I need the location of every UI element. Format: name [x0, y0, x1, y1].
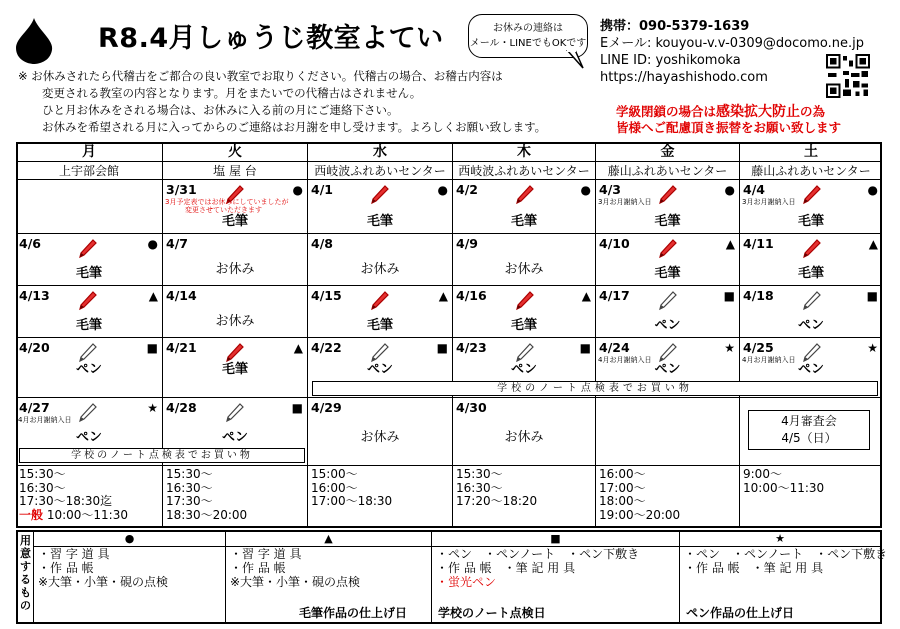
day-date: 4/27: [19, 400, 50, 415]
time-slot: 16:30〜: [166, 480, 213, 495]
calendar-day: [740, 180, 882, 234]
lesson-times: [453, 466, 596, 528]
bubble-tail: [565, 50, 585, 70]
day-activity: 毛筆: [366, 214, 393, 229]
day-activity: 毛筆: [366, 318, 393, 333]
day-activity: 毛筆: [221, 362, 248, 377]
line-id: LINE ID: yoshikomoka: [600, 53, 741, 68]
time-slot: 15:00〜: [311, 467, 358, 481]
calendar-day: [596, 180, 740, 234]
calendar-day: [308, 234, 453, 286]
time-slot: 16:00〜: [311, 480, 358, 495]
day-date: 4/28: [166, 400, 197, 415]
day-date: 4/13: [19, 288, 50, 303]
website-url: https://hayashishodo.com: [600, 70, 768, 85]
note-line-4: お休みを希望される月に入ってからのご連絡はお月謝を申し受けます。よろしくお願い致します。: [42, 120, 547, 134]
day-mark: ▲: [438, 289, 448, 303]
day-activity: 毛筆: [654, 214, 681, 229]
supply-item: ・ペン ・ペンノート ・ペン下敷き: [684, 547, 888, 561]
bubble-line-2: メール・LINEでもOKです: [469, 38, 587, 49]
calendar-day: [16, 286, 163, 338]
phone-number: 携帯：090-5379-1639: [600, 19, 750, 34]
supplies-mark: ■: [432, 532, 679, 547]
calendar-day: [453, 180, 596, 234]
day-activity: ペン: [797, 362, 824, 377]
day-mark: ▲: [868, 237, 878, 251]
page-title: R8.4月しゅうじ教室よてい: [98, 23, 444, 54]
day-activity: 毛筆: [797, 214, 824, 229]
day-date: 4/18: [743, 288, 774, 303]
pencil-icon: [800, 290, 822, 312]
day-mark: ■: [866, 289, 878, 303]
supplies-mark: ★: [680, 532, 880, 547]
contact-info: [600, 18, 864, 86]
review-meeting-date: 4/5（日）: [781, 431, 837, 445]
supplies-mark: ●: [34, 532, 225, 547]
day-date: 4/10: [599, 236, 630, 251]
day-activity: ペン: [797, 318, 824, 333]
day-activity: お休み: [504, 262, 544, 277]
day-date: 4/21: [166, 340, 197, 355]
lesson-times: [596, 466, 740, 528]
day-mark: ★: [867, 341, 878, 355]
day-date: 4/4: [743, 182, 765, 197]
notice-emphasis: 感染拡大防止: [716, 104, 801, 120]
lesson-times: [163, 466, 308, 528]
calendar-day: [163, 234, 308, 286]
day-mark: ●: [580, 183, 591, 197]
notice-part-3: の為: [800, 104, 826, 119]
day-date: 4/25: [743, 340, 774, 355]
supplies-column: [34, 532, 226, 622]
calendar-day: [453, 286, 596, 338]
venue-name: 藤山ふれあいセンター: [740, 162, 882, 180]
day-activity: 毛筆: [510, 318, 537, 333]
time-range: 10:00〜11:30: [43, 507, 128, 522]
time-slot: 15:30〜: [456, 467, 503, 481]
supplies-footer: ペン作品の仕上げ日: [686, 606, 795, 620]
brush-icon: [368, 290, 390, 312]
brush-icon: [76, 238, 98, 260]
day-mark: ★: [147, 401, 158, 415]
time-slot: 17:30〜: [166, 494, 213, 508]
day-note: 4月お月謝納入日: [598, 356, 652, 364]
day-date: 4/3: [599, 182, 621, 197]
day-header: 火: [163, 142, 308, 162]
time-slot: 16:30〜: [19, 480, 66, 495]
supplies-mark: ▲: [226, 532, 431, 547]
calendar-day: [16, 338, 163, 398]
time-label-general: 一般: [19, 507, 44, 522]
day-date: 4/30: [456, 400, 487, 415]
calendar-day: [16, 234, 163, 286]
day-note: 4月お月謝納入日: [18, 416, 72, 424]
day-mark: ■: [579, 341, 591, 355]
day-header: 土: [740, 142, 882, 162]
supplies-column: [680, 532, 888, 622]
supplies-footer: 学校のノート点検日: [438, 606, 546, 620]
day-header: 木: [453, 142, 596, 162]
day-activity: ペン: [221, 430, 248, 445]
day-mark: ●: [724, 183, 735, 197]
day-date: 3/31: [166, 182, 197, 197]
day-activity: 毛筆: [75, 266, 102, 281]
brush-icon: [656, 184, 678, 206]
supply-item: ・習 字 道 具: [38, 547, 110, 561]
calendar-day: [308, 286, 453, 338]
side-char: る: [20, 573, 31, 586]
calendar-day: [163, 180, 308, 234]
day-activity: 毛筆: [221, 214, 248, 229]
time-slot: 17:30〜18:30迄: [19, 494, 113, 508]
notice-line-2: 皆様へご配慮頂き振替をお願い致します: [616, 120, 842, 135]
time-slot: 15:30〜: [19, 467, 66, 481]
day-mark: ▲: [293, 341, 303, 355]
day-mark: ■: [291, 401, 303, 415]
supply-item: ※大筆・小筆・硯の点検: [38, 575, 169, 589]
time-slot: 17:00〜18:30: [311, 494, 393, 508]
calendar-day: [163, 338, 308, 398]
day-date: 4/8: [311, 236, 333, 251]
time-slot: 9:00〜: [743, 467, 782, 481]
calendar-day: [453, 234, 596, 286]
day-date: 4/23: [456, 340, 487, 355]
day-date: 4/15: [311, 288, 342, 303]
day-date: 4/1: [311, 182, 333, 197]
ink-drop-icon: [14, 18, 54, 64]
pencil-icon: [223, 402, 245, 424]
day-mark: ●: [292, 183, 303, 197]
day-note: 変更させていただきます: [185, 206, 262, 214]
day-header: 水: [308, 142, 453, 162]
calendar-day: [596, 286, 740, 338]
notes: [18, 68, 546, 136]
side-char: も: [20, 586, 31, 599]
time-slot: 19:00〜20:00: [599, 507, 681, 522]
supply-item: ・蛍光ペン: [436, 575, 497, 589]
brush-icon: [513, 290, 535, 312]
brush-icon: [513, 184, 535, 206]
supply-item: ・ペン ・ペンノート ・ペン下敷き: [436, 547, 640, 561]
side-char: の: [20, 599, 31, 612]
brush-icon: [368, 184, 390, 206]
day-activity: ペン: [654, 318, 681, 333]
supply-item: ・作 品 帳: [230, 561, 286, 575]
venue-name: 西岐波ふれあいセンター: [308, 162, 453, 180]
day-activity: お休み: [215, 314, 255, 329]
venue-name: 藤山ふれあいセンター: [596, 162, 740, 180]
day-activity: 毛筆: [797, 266, 824, 281]
day-mark: ●: [147, 237, 158, 251]
venue-name: 上宇部会館: [16, 162, 163, 180]
supply-item: ※大筆・小筆・硯の点検: [230, 575, 361, 589]
venue-name: 西岐波ふれあいセンター: [453, 162, 596, 180]
time-slot: 17:00〜: [599, 480, 646, 495]
brush-icon: [656, 238, 678, 260]
day-mark: ▲: [148, 289, 158, 303]
supply-item: ・作 品 帳: [38, 561, 94, 575]
day-mark: ■: [146, 341, 158, 355]
side-char: 用: [20, 534, 31, 547]
time-slot: 16:30〜: [456, 480, 503, 495]
supply-item: ・習 字 道 具: [230, 547, 302, 561]
calendar-day: [16, 180, 163, 234]
note-line-3: ひと月お休みをされる場合は、お休みに入る前の月にご連絡下さい。: [42, 103, 399, 117]
calendar-day: [740, 286, 882, 338]
day-mark: ▲: [581, 289, 591, 303]
lesson-times: [740, 466, 882, 528]
time-slot: 18:00〜: [599, 494, 646, 508]
day-activity: お休み: [215, 262, 255, 277]
day-date: 4/7: [166, 236, 188, 251]
day-date: 4/6: [19, 236, 41, 251]
day-header: 月: [16, 142, 163, 162]
day-activity: 毛筆: [654, 266, 681, 281]
email-address: Eメール: kouyou-v.v-0309@docomo.ne.jp: [600, 36, 864, 51]
notice-part-1: 学級閉鎖の場合は: [616, 104, 717, 119]
supplies-table: [16, 530, 888, 624]
calendar-day: [740, 234, 882, 286]
bubble-line-1: お休みの連絡は: [493, 23, 563, 34]
day-activity: お休み: [360, 430, 400, 445]
day-header: 金: [596, 142, 740, 162]
pencil-icon: [76, 402, 98, 424]
day-date: 4/20: [19, 340, 50, 355]
venue-name: 塩 屋 台: [163, 162, 308, 180]
note-line-1: ※ お休みされたら代稽古をご都合の良い教室でお取りください。代稽古の場合、お稽古内容は: [18, 69, 503, 83]
note-line-2: 変更される教室の内容となります。月をまたいでの代稽古はされません。: [42, 86, 422, 100]
notebook-banner: 学校のノート点検表でお買い物: [312, 381, 878, 396]
lesson-times: [308, 466, 453, 528]
calendar-day: [308, 180, 453, 234]
time-slot: 16:00〜: [599, 467, 646, 481]
day-date: 4/14: [166, 288, 197, 303]
day-activity: 毛筆: [75, 318, 102, 333]
day-date: 4/11: [743, 236, 774, 251]
class-closure-notice: [616, 104, 841, 136]
review-meeting-title: 4月審査会: [781, 414, 837, 428]
day-mark: ●: [867, 183, 878, 197]
day-activity: お休み: [360, 262, 400, 277]
day-activity: 毛筆: [510, 214, 537, 229]
time-slot: 15:30〜: [166, 467, 213, 481]
day-date: 4/9: [456, 236, 478, 251]
calendar-day: [596, 234, 740, 286]
supplies-column: [226, 532, 432, 622]
day-mark: ▲: [725, 237, 735, 251]
day-date: 4/2: [456, 182, 478, 197]
day-note: 3月お月謝納入日: [742, 198, 796, 206]
calendar-day: [308, 398, 453, 466]
notebook-banner: 学校のノート点検表でお買い物: [19, 448, 305, 463]
day-note: 3月お月謝納入日: [598, 198, 652, 206]
calendar-day: [163, 286, 308, 338]
review-meeting-box: [748, 410, 870, 450]
supplies-side-label: [18, 532, 34, 622]
day-mark: ★: [724, 341, 735, 355]
qr-code-icon: [826, 54, 870, 98]
day-date: 4/22: [311, 340, 342, 355]
day-mark: ●: [437, 183, 448, 197]
day-activity: ペン: [510, 362, 537, 377]
calendar-day: [596, 398, 740, 466]
day-activity: ペン: [366, 362, 393, 377]
day-activity: ペン: [654, 362, 681, 377]
lesson-times: [16, 466, 163, 528]
supply-item: ・作 品 帳 ・筆 記 用 具: [684, 561, 824, 575]
supplies-footer: 毛筆作品の仕上げ日: [298, 606, 407, 620]
brush-icon: [76, 290, 98, 312]
supply-item: ・作 品 帳 ・筆 記 用 具: [436, 561, 576, 575]
day-activity: ペン: [75, 362, 102, 377]
side-char: す: [20, 560, 31, 573]
day-date: 4/24: [599, 340, 630, 355]
brush-icon: [800, 184, 822, 206]
day-date: 4/17: [599, 288, 630, 303]
pencil-icon: [656, 290, 678, 312]
supplies-column: [432, 532, 680, 622]
time-slot: 10:00〜11:30: [743, 480, 825, 495]
day-note: 3月予定表ではお休みにしていましたが: [165, 198, 289, 206]
day-mark: ■: [436, 341, 448, 355]
day-date: 4/29: [311, 400, 342, 415]
brush-icon: [800, 238, 822, 260]
time-slot: [19, 509, 162, 523]
time-slot: 17:20〜18:20: [456, 494, 538, 508]
day-date: 4/16: [456, 288, 487, 303]
day-mark: ■: [723, 289, 735, 303]
calendar-day: [453, 398, 596, 466]
day-note: 4月お月謝納入日: [742, 356, 796, 364]
day-activity: ペン: [75, 430, 102, 445]
side-char: 意: [20, 547, 31, 560]
day-activity: お休み: [504, 430, 544, 445]
time-slot: 18:30〜20:00: [166, 507, 248, 522]
